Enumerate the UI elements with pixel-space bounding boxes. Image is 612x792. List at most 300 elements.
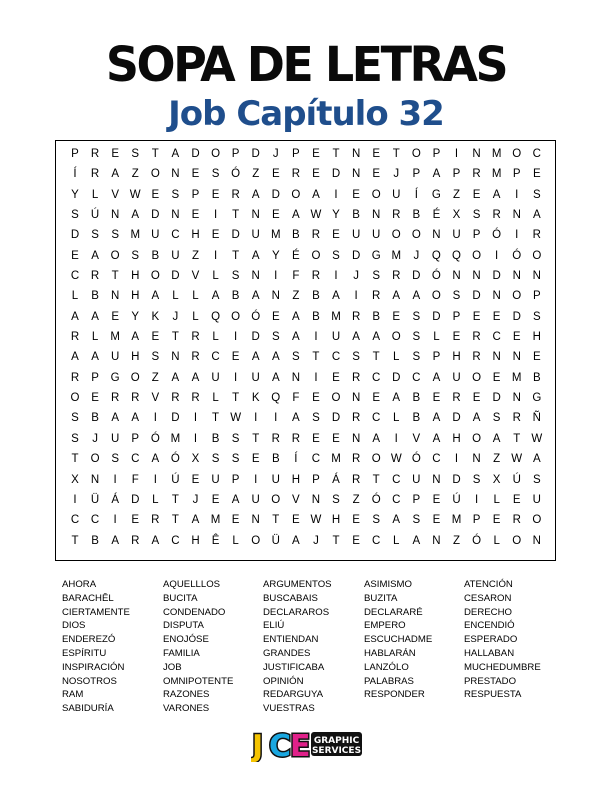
grid-cell: E <box>271 310 280 323</box>
grid-row <box>56 266 555 286</box>
grid-cell: E <box>532 351 541 364</box>
word-list-item: ASIMISMO <box>364 579 412 590</box>
grid-cell: D <box>231 229 240 242</box>
grid-cell: I <box>515 188 519 201</box>
grid-cell: I <box>515 229 519 242</box>
grid-cell: V <box>151 392 160 405</box>
grid-cell: C <box>90 514 100 527</box>
grid-cell: P <box>432 148 441 160</box>
grid-cell: A <box>251 290 260 303</box>
grid-cell: N <box>351 392 361 405</box>
grid-cell: R <box>492 209 501 222</box>
grid-cell: Z <box>292 290 300 303</box>
grid-row <box>56 185 555 205</box>
grid-cell: L <box>212 270 219 283</box>
word-list <box>62 578 562 716</box>
grid-row <box>56 327 555 347</box>
grid-cell: A <box>432 168 441 181</box>
word-list-item: RAZONES <box>163 689 210 701</box>
grid-cell: I <box>495 249 499 262</box>
grid-cell: R <box>372 290 381 303</box>
grid-cell: S <box>412 310 421 323</box>
grid-cell: O <box>251 534 261 547</box>
grid-cell: I <box>153 473 157 486</box>
grid-cell: I <box>474 493 479 506</box>
grid-cell: P <box>472 229 481 242</box>
grid-cell: N <box>351 432 361 445</box>
grid-cell: N <box>251 270 260 283</box>
word-list-item: RESPUESTA <box>464 689 522 701</box>
grid-cell: F <box>292 270 300 283</box>
grid-cell: T <box>312 351 320 364</box>
word-list-item: HALLABAN <box>464 647 515 659</box>
grid-cell: S <box>352 351 360 364</box>
grid-cell: O <box>512 290 522 303</box>
grid-cell: S <box>151 351 160 364</box>
grid-cell: R <box>131 392 140 405</box>
grid-cell: O <box>231 310 241 323</box>
grid-cell: A <box>332 290 340 303</box>
grid-cell: A <box>492 188 501 201</box>
grid-cell: A <box>151 290 160 303</box>
grid-cell: Ü <box>90 493 100 506</box>
grid-cell: D <box>512 310 521 323</box>
grid-cell: T <box>232 209 240 222</box>
grid-cell: H <box>191 229 200 242</box>
grid-cell: A <box>532 453 541 466</box>
grid-cell: E <box>372 168 380 181</box>
grid-cell: E <box>111 310 119 323</box>
word-list-item: NOSOTROS <box>62 675 117 687</box>
grid-cell: O <box>291 188 301 201</box>
grid-cell: T <box>232 392 240 405</box>
grid-cell: Ú <box>171 473 180 486</box>
grid-cell: Ó <box>251 310 261 323</box>
grid-cell: J <box>313 534 319 547</box>
grid-cell: O <box>371 188 381 201</box>
grid-cell: P <box>512 168 521 181</box>
grid-cell: R <box>191 351 200 364</box>
grid-cell: R <box>351 371 361 384</box>
grid-cell: E <box>332 229 340 242</box>
grid-cell: Ó <box>431 270 441 283</box>
grid-cell: X <box>71 473 79 486</box>
word-list-item: VARONES <box>163 703 210 715</box>
grid-cell: Z <box>131 168 139 181</box>
grid-cell: B <box>292 229 300 242</box>
grid-cell: N <box>432 534 441 547</box>
grid-cell: A <box>171 371 180 384</box>
word-list-item: JUSTIFICABA <box>263 661 325 673</box>
grid-cell: E <box>312 432 320 445</box>
grid-cell: L <box>433 331 440 344</box>
grid-cell: C <box>211 351 220 364</box>
grid-row <box>56 388 555 408</box>
grid-cell: I <box>274 270 278 283</box>
grid-cell: U <box>251 371 260 384</box>
grid-cell: E <box>131 514 140 527</box>
grid-cell: A <box>251 351 260 364</box>
grid-cell: T <box>513 432 521 445</box>
grid-cell: N <box>111 209 120 222</box>
grid-cell: E <box>472 392 481 405</box>
grid-cell: A <box>532 209 541 222</box>
grid-cell: I <box>254 473 258 486</box>
grid-cell: O <box>110 249 120 262</box>
grid-cell: O <box>371 453 381 466</box>
grid-cell: E <box>292 514 300 527</box>
grid-cell: I <box>193 432 198 445</box>
grid-cell: Z <box>191 249 199 262</box>
grid-cell: S <box>492 412 501 425</box>
grid-cell: I <box>213 249 218 262</box>
grid-cell: A <box>432 412 441 425</box>
grid-cell: C <box>492 331 501 344</box>
grid-cell: R <box>231 188 240 201</box>
grid-cell: A <box>91 351 99 364</box>
grid-cell: D <box>351 249 361 262</box>
logo-letter-e: E <box>290 729 311 762</box>
grid-cell: O <box>512 148 522 160</box>
grid-cell: U <box>211 371 220 384</box>
grid-cell: D <box>271 188 280 201</box>
grid-cell: R <box>70 371 80 384</box>
grid-cell: C <box>171 534 180 547</box>
grid-cell: I <box>314 371 318 384</box>
word-list-item: CESARON <box>464 592 512 604</box>
grid-cell: M <box>210 514 221 527</box>
grid-cell: D <box>131 493 140 506</box>
grid-cell: E <box>492 371 501 384</box>
word-list-item: EMPERO <box>364 620 406 632</box>
grid-cell: T <box>171 514 179 527</box>
grid-cell: L <box>212 331 219 344</box>
grid-cell: Z <box>352 493 360 506</box>
grid-cell: N <box>532 534 541 547</box>
grid-cell: O <box>472 371 482 384</box>
grid-cell: M <box>391 249 402 262</box>
grid-cell: E <box>352 534 360 547</box>
grid-cell: U <box>392 188 401 201</box>
grid-cell: A <box>292 310 300 323</box>
grid-cell: Í <box>73 168 77 181</box>
grid-cell: O <box>90 453 100 466</box>
grid-cell: A <box>271 371 280 384</box>
grid-cell: U <box>251 229 260 242</box>
grid-cell: L <box>91 331 99 344</box>
grid-cell: N <box>512 392 521 405</box>
grid-cell: R <box>351 310 361 323</box>
grid-cell: E <box>352 514 360 527</box>
grid-cell: N <box>251 209 260 222</box>
grid-cell: H <box>452 351 461 364</box>
grid-cell: H <box>191 534 200 547</box>
grid-cell: Y <box>71 188 79 201</box>
grid-cell: V <box>111 188 119 201</box>
grid-cell: Ó <box>512 249 522 262</box>
grid-cell: E <box>71 249 79 262</box>
grid-cell: L <box>393 351 400 364</box>
grid-cell: C <box>70 514 80 527</box>
grid-cell: G <box>371 249 381 262</box>
grid-cell: A <box>131 331 140 344</box>
grid-cell: A <box>472 412 481 425</box>
grid-cell: W <box>129 188 141 201</box>
logo-graphic <box>251 726 363 762</box>
grid-cell: B <box>271 453 280 466</box>
grid-cell: R <box>392 270 401 283</box>
grid-row <box>56 286 555 306</box>
grid-cell: S <box>332 493 340 506</box>
word-list-item: SABIDURÍA <box>62 703 114 715</box>
grid-cell: P <box>231 148 240 160</box>
word-list-item: ENTIENDAN <box>263 634 319 646</box>
grid-cell: P <box>292 148 300 160</box>
grid-cell: Ó <box>411 453 421 466</box>
word-list-item: PALABRAS <box>364 675 414 687</box>
grid-cell: A <box>111 534 119 547</box>
grid-cell: H <box>131 270 140 283</box>
grid-cell: M <box>130 229 141 242</box>
grid-cell: J <box>353 270 359 283</box>
grid-cell: D <box>492 392 501 405</box>
grid-cell: S <box>71 432 79 445</box>
grid-cell: O <box>331 392 341 405</box>
word-list-item: CONDENADO <box>163 606 226 618</box>
grid-cell: R <box>472 331 481 344</box>
grid-cell: U <box>271 473 280 486</box>
grid-cell: O <box>391 229 401 242</box>
grid-cell: R <box>452 392 461 405</box>
grid-cell: B <box>372 310 380 323</box>
letter-grid-rows <box>56 144 555 551</box>
grid-cell: R <box>271 432 280 445</box>
grid-cell: W <box>390 453 402 466</box>
grid-cell: J <box>413 249 420 262</box>
grid-cell: F <box>292 392 300 405</box>
grid-cell: T <box>252 432 260 445</box>
grid-cell: P <box>532 290 541 303</box>
grid-cell: D <box>251 148 260 160</box>
grid-cell: S <box>211 453 220 466</box>
grid-cell: B <box>312 310 320 323</box>
grid-cell: C <box>331 351 341 364</box>
grid-cell: S <box>271 331 280 344</box>
grid-cell: I <box>334 270 338 283</box>
grid-cell: A <box>131 412 140 425</box>
word-list-item: INSPIRACIÓN <box>62 661 125 673</box>
grid-cell: A <box>71 310 79 323</box>
grid-cell: Á <box>332 473 340 486</box>
grid-cell: Í <box>294 453 298 466</box>
grid-cell: O <box>472 249 482 262</box>
grid-cell: A <box>432 371 441 384</box>
grid-cell: D <box>452 412 461 425</box>
grid-row <box>56 225 555 245</box>
grid-cell: E <box>191 473 200 486</box>
grid-cell: E <box>211 229 220 242</box>
grid-cell: Ó <box>170 453 180 466</box>
grid-cell: P <box>472 514 481 527</box>
grid-cell: S <box>171 188 180 201</box>
word-list-item: ENOJÓSE <box>163 634 209 646</box>
grid-cell: G <box>110 371 120 384</box>
grid-cell: U <box>251 493 260 506</box>
grid-cell: Ó <box>150 432 160 445</box>
grid-cell: A <box>492 432 501 445</box>
grid-cell: R <box>311 229 321 242</box>
grid-cell: R <box>291 432 301 445</box>
grid-cell: T <box>372 473 380 486</box>
grid-cell: E <box>312 392 320 405</box>
grid-cell: I <box>213 209 218 222</box>
grid-cell: D <box>392 371 401 384</box>
grid-cell: H <box>131 351 140 364</box>
grid-cell: N <box>171 209 180 222</box>
grid-cell: R <box>532 229 541 242</box>
grid-cell: O <box>311 249 321 262</box>
grid-cell: R <box>472 351 481 364</box>
grid-cell: R <box>111 392 120 405</box>
grid-cell: C <box>412 371 421 384</box>
grid-cell: C <box>372 534 381 547</box>
grid-cell: Q <box>431 249 441 262</box>
grid-cell: A <box>131 209 140 222</box>
grid-cell: T <box>392 148 400 160</box>
word-list-item: ENDEREZÓ <box>62 634 116 646</box>
grid-cell: M <box>511 371 522 384</box>
grid-cell: T <box>372 351 380 364</box>
grid-cell: Z <box>452 534 460 547</box>
grid-cell: L <box>71 290 79 303</box>
grid-cell: Q <box>271 392 281 405</box>
grid-cell: S <box>412 331 421 344</box>
grid-cell: M <box>170 432 181 445</box>
word-list-item: BARACHÊL <box>62 592 114 604</box>
grid-cell: E <box>312 148 320 160</box>
grid-cell: A <box>111 412 119 425</box>
grid-cell: R <box>191 331 200 344</box>
grid-cell: H <box>452 432 461 445</box>
grid-cell: O <box>532 249 542 262</box>
grid-cell: I <box>334 188 338 201</box>
grid-cell: Q <box>211 310 221 323</box>
grid-cell: O <box>391 331 401 344</box>
grid-cell: N <box>171 168 180 181</box>
grid-cell: R <box>90 148 100 160</box>
grid-cell: A <box>271 351 280 364</box>
grid-cell: E <box>372 148 380 160</box>
grid-cell: E <box>452 331 461 344</box>
grid-cell: R <box>291 168 301 181</box>
grid-cell: S <box>412 351 421 364</box>
grid-cell: E <box>432 392 441 405</box>
grid-cell: B <box>91 534 99 547</box>
grid-cell: N <box>351 168 361 181</box>
grid-cell: U <box>351 229 361 242</box>
grid-cell: K <box>251 392 260 405</box>
grid-row <box>56 205 555 225</box>
grid-cell: S <box>131 148 140 160</box>
grid-cell: W <box>230 412 242 425</box>
grid-cell: P <box>432 351 441 364</box>
grid-cell: S <box>532 473 541 486</box>
grid-cell: H <box>331 514 341 527</box>
grid-cell: A <box>292 209 300 222</box>
grid-cell: Z <box>252 168 260 181</box>
grid-cell: D <box>70 229 80 242</box>
grid-cell: S <box>231 453 240 466</box>
word-list-item: JOB <box>163 661 182 673</box>
grid-cell: T <box>332 534 340 547</box>
grid-cell: U <box>372 229 381 242</box>
word-list-item: BUCITA <box>163 592 198 604</box>
grid-cell: S <box>452 290 461 303</box>
grid-cell: Ó <box>371 493 381 506</box>
grid-cell: B <box>532 371 541 384</box>
word-list-item: REDARGUYA <box>263 689 324 701</box>
grid-cell: L <box>493 534 500 547</box>
grid-cell: Ú <box>512 473 521 486</box>
grid-cell: E <box>211 188 220 201</box>
grid-cell: W <box>531 432 543 445</box>
grid-cell: A <box>312 188 320 201</box>
grid-cell: F <box>131 473 139 486</box>
grid-cell: Ú <box>452 493 461 506</box>
grid-cell: S <box>231 270 240 283</box>
grid-cell: Ó <box>472 534 482 547</box>
word-list-item: ELIÚ <box>263 620 285 632</box>
jce-graphic-services-logo <box>251 726 363 762</box>
word-list-item: ESCUCHADME <box>364 634 433 646</box>
grid-cell: N <box>271 290 280 303</box>
grid-cell: E <box>332 432 340 445</box>
grid-cell: É <box>432 209 441 222</box>
grid-cell: I <box>454 453 459 466</box>
grid-cell: E <box>472 310 481 323</box>
word-list-item: LANZÓLO <box>364 661 409 673</box>
grid-cell: Z <box>493 453 501 466</box>
grid-cell: T <box>151 148 159 160</box>
word-list-item: RESPONDER <box>364 689 425 701</box>
grid-row <box>56 408 555 428</box>
grid-cell: O <box>150 270 160 283</box>
grid-cell: P <box>231 473 240 486</box>
grid-row <box>56 429 555 449</box>
grid-cell: S <box>111 453 119 466</box>
grid-cell: R <box>70 331 80 344</box>
grid-cell: S <box>71 209 79 222</box>
grid-cell: É <box>292 249 300 262</box>
grid-cell: T <box>71 534 79 547</box>
word-list-item: DISPUTA <box>163 620 204 632</box>
word-list-item: OPINIÓN <box>263 675 304 687</box>
grid-cell: G <box>532 392 542 405</box>
grid-cell: R <box>392 209 401 222</box>
grid-cell: N <box>111 290 120 303</box>
grid-cell: I <box>394 432 398 445</box>
word-list-item: AQUELLLOS <box>163 579 221 590</box>
grid-cell: Ñ <box>532 412 541 425</box>
grid-cell: A <box>392 392 401 405</box>
grid-cell: J <box>92 432 98 445</box>
grid-cell: U <box>412 473 421 486</box>
grid-cell: E <box>251 453 260 466</box>
grid-cell: E <box>492 514 501 527</box>
grid-cell: Á <box>111 493 119 506</box>
word-list-item: ATENCIÓN <box>464 579 513 590</box>
grid-cell: D <box>151 209 160 222</box>
